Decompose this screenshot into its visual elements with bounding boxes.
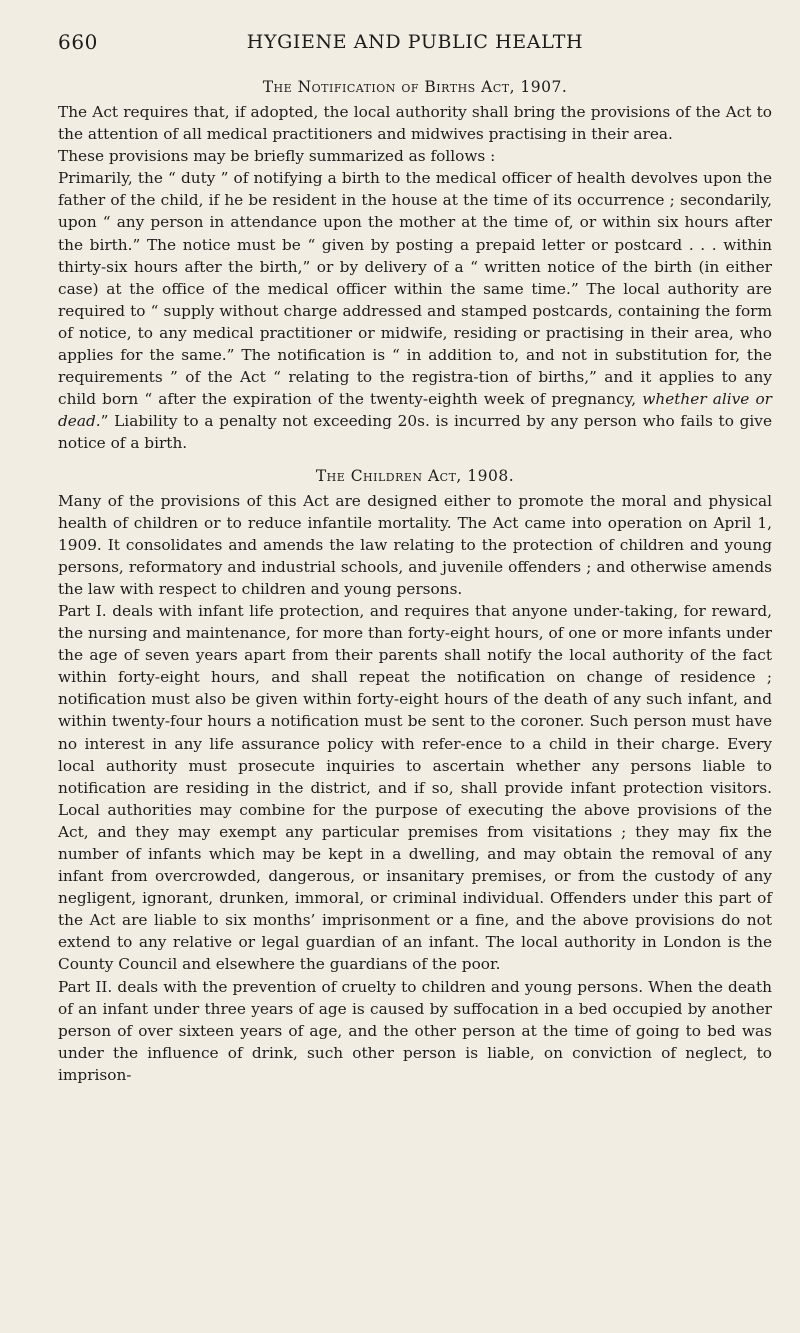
section-children-act [58,465,772,1087]
section-title: The Notification of Births Act, 1907. [262,78,568,96]
section-title: The Children Act, 1908. [315,466,515,485]
running-title: HYGIENE AND PUBLIC HEALTH [246,31,584,53]
italic-phrase: whether alive or dead. [58,390,772,431]
paragraph: Many of the provisions of this Act are designed either to promote the moral and physical health of children or to reduce infantile mortality. The Act came into operation on April 1, 1909. It consolidates and amends the law relating to the protection of children and young persons, reformatory and industrial schools, and juvenile offenders ; and otherwise amends the law with respect to children and young persons. [58,491,772,598]
paragraph-text: ” Liability to a penalty not exceeding 20s. is incurred by any person who fails to give notice of a birth. [58,412,772,453]
paragraph-text: Primarily, the “ duty ” of notifying a birth to the medical officer of health devolves upon the father of the child, if he be resident in the house at the time of its occurrence ; secondarily, upon “ any person in attendance upon the mother at the time of, or within six hours after the birth.” The notice must be “ given by posting a prepaid letter or postcard . . . within thirty-six hours after the birth,” or by delivery of a “ written notice of the birth (in either case) at the office of the medical officer within the same time.” The local authority are required to “ supply without charge addressed and stamped postcards, containing the form of notice, to any medical practitioner or midwife, residing or practising in their area, who applies for the same.” The notification is “ in addition to, and not in substitution for, the requirements ” of the Act “ relating to the registra-tion of births,” and it applies to any child born “ after the expiration of the twenty-eighth week of pregnancy, [58,169,772,409]
paragraph: Part II. deals with the prevention of cruelty to children and young persons. When the death of an infant under three years of age is caused by suffocation in a bed occupied by another person of over sixteen years of age, and the other person at the time of going to bed was under the influence of drink, such other person is liable, on conviction of neglect, to imprison- [58,977,772,1084]
paragraph [58,167,772,454]
paragraph: These provisions may be briefly summarized as follows : [58,147,496,166]
running-header [58,30,772,64]
page-number: 660 [58,30,98,54]
paragraph: The Act requires that, if adopted, the local authority shall bring the provisions of the Act to the attention of all medical practitioners and midwives practising in their area. [58,103,772,144]
paragraph: Part I. deals with infant life protection, and requires that anyone under-taking, for reward, the nursing and maintenance, for more than forty-eight hours, of one or more infants under the age of seven years apart from their parents shall notify the local authority of the fact within forty-eight hours, and shall repeat the notification on change of residence ; notification must also be given within forty-eight hours of the death of any such infant, and within twenty-four hours a notification must be sent to the coroner. Such person must have no interest in any life assurance policy with refer-ence to a child in their charge. Every local authority must prosecute inquiries to ascertain whether any persons liable to notification are residing in the district, and if so, shall provide infant protection visitors. Local authorities may combine for the purpose of executing the above provisions of the Act, and they may exempt any particular premises from visitations ; they may fix the number of infants which may be kept in a dwelling, and may obtain the removal of any infant from overcrowded, dangerous, or insanitary premises, or from the custody of any negligent, ignorant, drunken, immoral, or criminal individual. Offenders under this part of the Act are liable to six months’ imprisonment or a fine, and the above provisions do not extend to any relative or legal guardian of an infant. The local authority in London is the County Council and elsewhere the guardians of the poor. [58,601,772,974]
section-notification-of-births-act [58,76,772,455]
book-page [58,30,772,1086]
